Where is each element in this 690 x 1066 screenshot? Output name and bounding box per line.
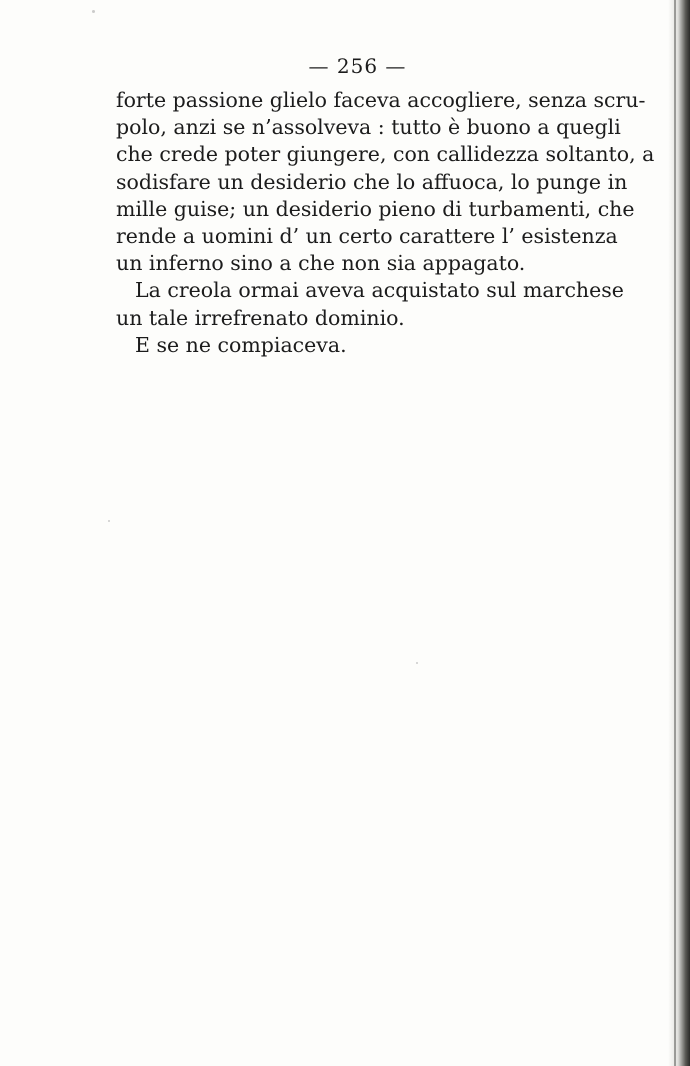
page-binding-line — [674, 0, 676, 1066]
text-line: mille guise; un desiderio pieno di turbamenti, che — [116, 196, 635, 221]
paper-speck — [108, 520, 110, 522]
text-line: che crede poter giungere, con callidezza soltanto, a — [116, 142, 655, 167]
text-line: un inferno sino a che non sia appagato. — [116, 251, 526, 276]
text-line: E se ne compiaceva. — [135, 332, 347, 357]
text-line: un tale irrefrenato dominio. — [116, 305, 405, 330]
text-line: La creola ormai aveva acquistato sul marchese — [135, 278, 624, 303]
page-number: — 256 — — [308, 54, 407, 78]
text-line: sodisfare un desiderio che lo affuoca, lo punge in — [116, 169, 628, 194]
text-line: forte passione glielo faceva accogliere, senza scru- — [116, 88, 646, 112]
paper-speck — [416, 662, 418, 664]
text-line: rende a uomini d’ un certo carattere l’ esistenza — [116, 224, 618, 249]
body-text — [116, 87, 655, 359]
text-line: polo, anzi se n’assolveva : tutto è buono a quegli — [116, 115, 621, 140]
paper-speck — [92, 10, 95, 13]
page-binding-edge — [668, 0, 690, 1066]
